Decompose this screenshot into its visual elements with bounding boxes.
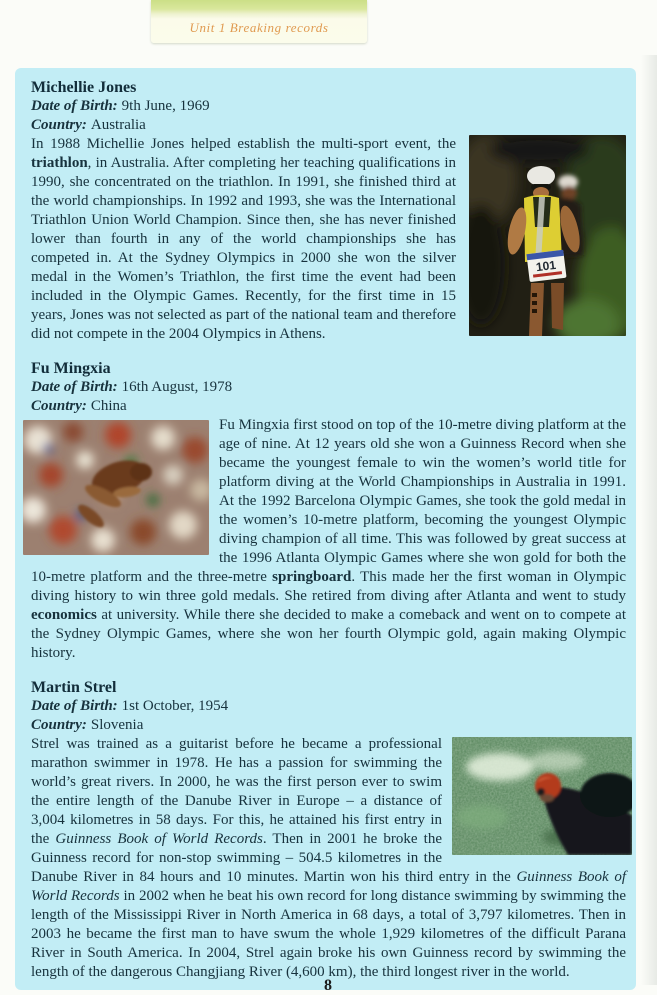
section-martin-strel — [31, 678, 626, 982]
country-value: Slovenia — [90, 717, 144, 733]
unit-title: Unit 1 Breaking records — [189, 20, 329, 35]
unit-header-tab — [151, 0, 367, 43]
country-value: Australia — [90, 117, 146, 133]
bio-paragraph: Fu Mingxia first stood on top of the 10-metre diving platform at the age of nine. At 12 years old she won a Guinness Record when she became the youngest female to win the women’s world title for platform diving at the World Championships in Australia in 1991. At the 1992 Barcelona Olympic Games, she took the gold medal in the women’s 10-metre platform, becoming the youngest Olympic diving champion of all time. This was followed by great success at the 1996 Atlanta Olympic Games where she won gold for both the 10-metre platform and the three-metre springboard. This made her the first woman in Olympic diving history to win three gold medals. She retired from diving after Atlanta and went to study economics at university. While there she decided to make a comeback and went on to compete at the Sydney Olympic Games, where she won her fourth Olympic gold, again making Olympic history. — [31, 416, 626, 663]
country-label: Country: — [31, 717, 87, 733]
person-name-heading: Michellie Jones — [31, 79, 137, 96]
bib-number: 101 — [535, 257, 557, 275]
dob-value: 16th August, 1978 — [121, 379, 233, 395]
person-name-heading: Fu Mingxia — [31, 360, 111, 377]
section-michellie-jones — [31, 78, 626, 344]
country-line — [31, 116, 626, 135]
swimmer-photo — [452, 737, 632, 855]
country-label: Country: — [31, 117, 87, 133]
dob-line — [31, 378, 626, 397]
dob-label: Date of Birth: — [31, 698, 118, 714]
country-line — [31, 397, 626, 416]
dob-label: Date of Birth: — [31, 98, 118, 114]
dob-value: 1st October, 1954 — [121, 698, 229, 714]
scan-edge-shadow — [641, 55, 657, 985]
bio-paragraph: 101 In 1988 Michellie Jones helped establish the multi-sport event, the triathlon, in Australia. After completing her teaching qualifications in 1990, she concentrated on the triathlon. In 1991, she finished third at the world championships. In 1992 and 1993, she was the International Triathlon Union World Champion. Since then, she has never finished lower than fourth in any of the world championships she has competed in. At the Sydney Olympics in 2000 she won the silver medal in the Women’s Triathlon, the first time the event had been included in the Olympic Games. Recently, for the first time in 15 years, Jones was not selected as part of the national team and therefore did not compete in the 2004 Olympics in Athens. — [31, 135, 626, 344]
dob-value: 9th June, 1969 — [121, 98, 210, 114]
dob-line — [31, 97, 626, 116]
reading-panel — [15, 68, 636, 990]
bio-paragraph: Strel was trained as a guitarist before he became a professional marathon swimmer in 1978. He has a passion for swimming the world’s great rivers. In 2000, he was the first person ever to swim the entire length of the Danube River in Europe – a distance of 3,004 kilometres in 58 days. For this, he attained his first entry in the Guinness Book of World Records. Then in 2001 he broke the Guinness record for non-stop swimming – 504.5 kilometres in the Danube River in 84 hours and 10 minutes. Martin won his third entry in the Guinness Book of World Records in 2002 when he beat his own record for long distance swimming by swimming the length of the Mississippi River in North America in 68 days, a total of 3,797 kilometres. Then in 2003 he became the first man to have swum the whole 1,929 kilometres of the difficult Parana River in South America. In 2004, Strel again broke his own Guinness record by swimming the length of the dangerous Changjiang River (4,600 km), the third longest river in the world. — [31, 735, 626, 982]
person-name-heading: Martin Strel — [31, 679, 117, 696]
dob-label: Date of Birth: — [31, 379, 118, 395]
section-fu-mingxia — [31, 359, 626, 663]
country-line — [31, 716, 626, 735]
triathlon-photo — [469, 135, 626, 336]
diver-photo — [23, 420, 209, 555]
country-label: Country: — [31, 398, 87, 414]
country-value: China — [90, 398, 127, 414]
page-number: 8 — [324, 977, 332, 994]
dob-line — [31, 697, 626, 716]
